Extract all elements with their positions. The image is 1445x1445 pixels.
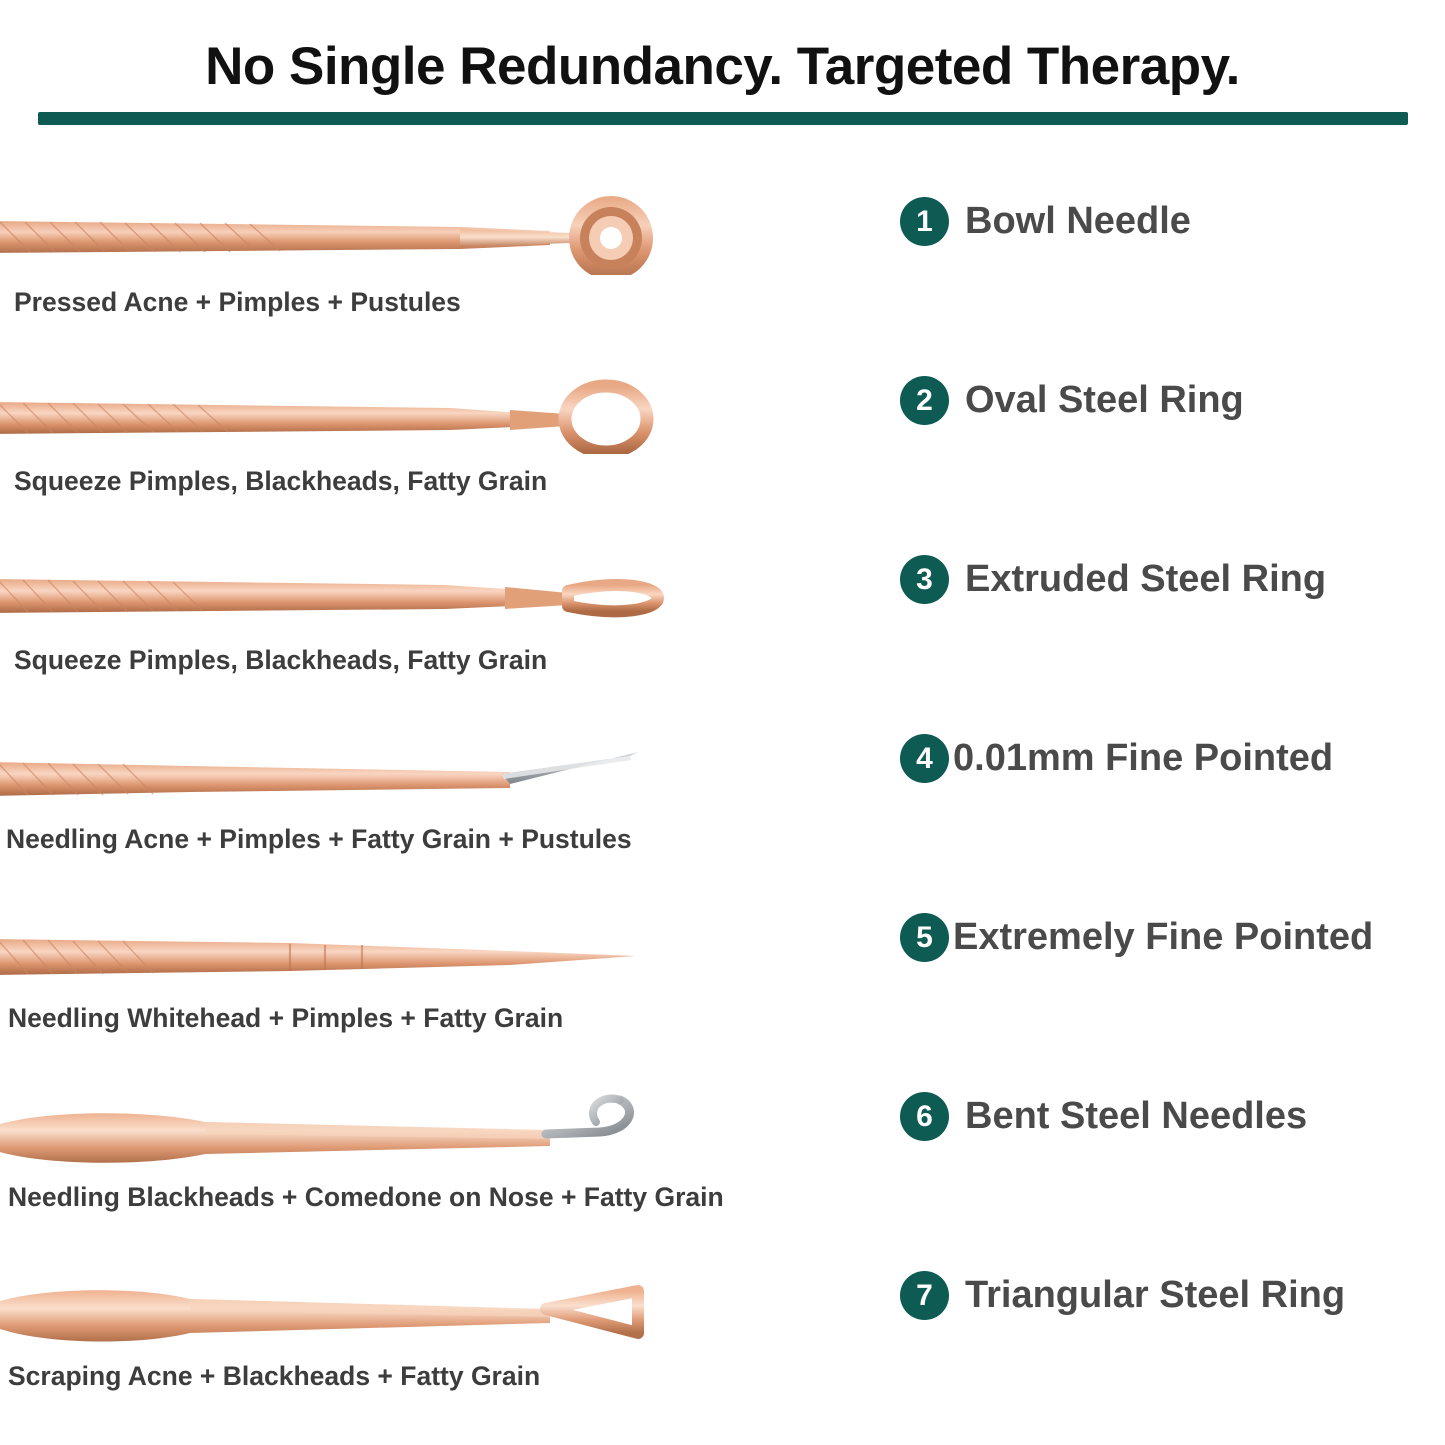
tool-name: 0.01mm Fine Pointed xyxy=(953,737,1334,779)
tool-image-1 xyxy=(0,175,860,354)
extra-fine-point-tip-icon xyxy=(0,909,680,991)
badge-number: 3 xyxy=(900,555,949,604)
legend-item-4 xyxy=(900,734,1333,783)
legend-item-7 xyxy=(900,1271,1345,1320)
tool-caption: Needling Acne + Pimples + Fatty Grain + Pustules xyxy=(6,824,632,854)
badge-number: 6 xyxy=(900,1092,949,1141)
tool-caption: Squeeze Pimples, Blackheads, Fatty Grain xyxy=(14,466,548,496)
tool-image-4 xyxy=(0,712,860,891)
tool-name: Oval Steel Ring xyxy=(965,379,1244,421)
tool-caption: Needling Whitehead + Pimples + Fatty Grain xyxy=(8,1003,564,1033)
legend-item-1 xyxy=(900,197,1191,246)
tool-image-3 xyxy=(0,533,860,712)
list-item xyxy=(0,533,1445,712)
legend-item-3 xyxy=(900,555,1326,604)
badge-number: 7 xyxy=(900,1271,949,1320)
tool-caption: Needling Blackheads + Comedone on Nose + Fatty Grain xyxy=(8,1182,724,1212)
list-item xyxy=(0,354,1445,533)
tool-image-7 xyxy=(0,1249,860,1428)
list-item xyxy=(0,891,1445,1070)
tool-image-2 xyxy=(0,354,860,533)
tool-image-5 xyxy=(0,891,860,1070)
tool-name: Bowl Needle xyxy=(965,200,1191,242)
badge-number: 4 xyxy=(900,734,949,783)
tool-name: Triangular Steel Ring xyxy=(965,1274,1346,1316)
list-item xyxy=(0,712,1445,891)
tool-list xyxy=(0,175,1445,1428)
list-item xyxy=(0,1249,1445,1428)
bowl-needle-tip-icon xyxy=(0,193,680,275)
extruded-ring-tip-icon xyxy=(0,551,680,633)
tool-caption: Scraping Acne + Blackheads + Fatty Grain xyxy=(8,1361,541,1391)
tool-name: Extremely Fine Pointed xyxy=(953,916,1374,958)
tool-name: Extruded Steel Ring xyxy=(965,558,1327,600)
page-title: No Single Redundancy. Targeted Therapy. xyxy=(205,37,1240,96)
header xyxy=(0,38,1445,125)
legend-item-5 xyxy=(900,913,1373,962)
oval-ring-tip-icon xyxy=(0,372,680,454)
list-item xyxy=(0,1070,1445,1249)
list-item xyxy=(0,175,1445,354)
tool-name: Bent Steel Needles xyxy=(965,1095,1308,1137)
bent-needle-tip-icon xyxy=(0,1088,680,1170)
fine-point-tip-icon xyxy=(0,730,680,812)
tool-caption: Squeeze Pimples, Blackheads, Fatty Grain xyxy=(14,645,548,675)
tool-image-6 xyxy=(0,1070,860,1249)
badge-number: 5 xyxy=(900,913,949,962)
legend-item-2 xyxy=(900,376,1244,425)
triangular-ring-tip-icon xyxy=(0,1267,680,1349)
tool-caption: Pressed Acne + Pimples + Pustules xyxy=(14,287,461,317)
header-divider xyxy=(38,112,1408,125)
legend-item-6 xyxy=(900,1092,1307,1141)
badge-number: 1 xyxy=(900,197,949,246)
badge-number: 2 xyxy=(900,376,949,425)
